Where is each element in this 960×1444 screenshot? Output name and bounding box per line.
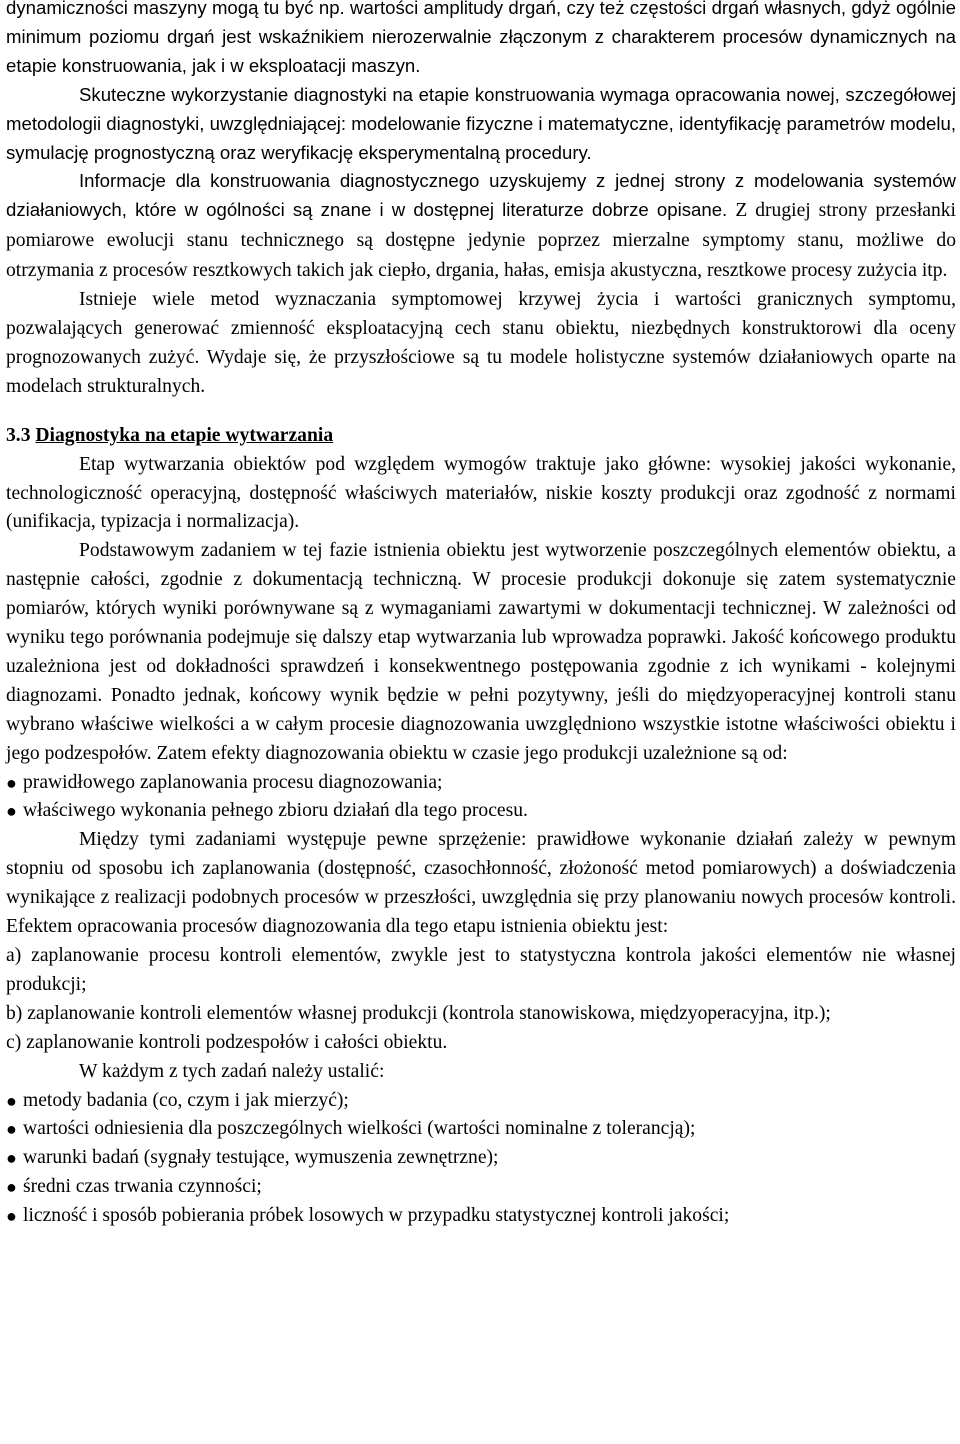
list-item: c) zaplanowanie kontroli podzespołów i całości obiektu.	[6, 1031, 448, 1053]
bullet-icon: ●	[6, 1090, 17, 1111]
bullet-list-requirements	[6, 1087, 956, 1232]
paragraph-each-task: W każdym z tych zadań należy ustalić:	[79, 1060, 385, 1082]
list-item: ● warunki badań (sygnały testujące, wymuszenia zewnętrzne);	[6, 1144, 956, 1173]
section-title: Diagnostyka na etapie wytwarzania	[35, 424, 334, 446]
paragraph-diagnostics-design: Skuteczne wykorzystanie diagnostyki na etapie konstruowania wymaga opracowania nowej, szczegółowej metodologii diagnostyki, uwzględniającej: modelowanie fizyczne i matematyczne, identyfikację parametrów modelu, symulację prognostyczną oraz weryfikację eksperymentalną procedury.	[6, 83, 956, 163]
section-heading	[6, 422, 956, 451]
list-item: ● średni czas trwania czynności;	[6, 1173, 956, 1202]
list-item: ● właściwego wykonania pełnego zbioru działań dla tego procesu.	[6, 797, 956, 826]
bullet-icon: ●	[6, 801, 17, 822]
paragraph-methods: Istnieje wiele metod wyznaczania symptomowej krzywej życia i wartości granicznych symptomu, pozwalających generować zmienność eksploatacyjną cech stanu obiektu, niezbędnych konstruktorowi dla oceny prognozowanych zużyć. Wydaje się, że przyszłościowe są tu modele holistyczne systemów działaniowych oparte na modelach strukturalnych.	[6, 289, 956, 397]
bullet-icon: ●	[6, 772, 17, 793]
list-item: b) zaplanowanie kontroli elementów własnej produkcji (kontrola stanowiskowa, międzyoperacyjna, itp.);	[6, 1002, 831, 1024]
list-item: ● liczność i sposób pobierania próbek losowych w przypadku statystycznej kontroli jakości;	[6, 1202, 956, 1231]
paragraph-information-serif: Z drugiej strony przesłanki pomiarowe ewolucji stanu technicznego są dostępne jedynie poprzez mierzalne symptomy stanu, możliwe do otrzymania z procesów resztkowych takich jak ciepło, drgania, hałas, emisja akustyczna, resztkowe procesy zużycia itp.	[6, 200, 957, 282]
list-item: ● wartości odniesienia dla poszczególnych wielkości (wartości nominalne z tolerancją);	[6, 1115, 956, 1144]
bullet-icon: ●	[6, 1177, 17, 1198]
paragraph-production-stage: Etap wytwarzania obiektów pod względem wymogów traktuje jako główne: wysokiej jakości wykonanie, technologiczność operacyjną, dostępność właściwych materiałów, niskie koszty produkcji oraz zgodność z normami (unifikacja, typizacja i normalizacja).	[6, 453, 956, 533]
bullet-list-efficacy	[6, 769, 956, 827]
paragraph-dynamics: dynamiczności maszyny mogą tu być np. wartości amplitudy drgań, czy też częstości drgań własnych, gdyż ogólnie minimum poziomu drgań jest wskaźnikiem nierozerwalnie złączonym z charakterem procesów dynamicznych na etapie konstruowania, jak i w eksploatacji maszyn.	[6, 0, 956, 76]
bullet-icon: ●	[6, 1206, 17, 1227]
paragraph-basic-task: Podstawowym zadaniem w tej fazie istnienia obiektu jest wytworzenie poszczególnych elementów obiektu, a następnie całości, zgodnie z dokumentacją techniczną. W procesie produkcji dokonuje się zatem systematycznie pomiarów, których wyniki porównywane są z wymaganiami zawartymi w dokumentacji technicznej. W zależności od wyniku tego porównania podejmuje się dalszy etap wytwarzania lub wprowadza poprawki. Jakość końcowego produktu uzależniona jest od dokładności sprawdzeń i konsekwentnego postępowania zgodnie z ich wynikami - kolejnymi diagnozami. Ponadto jednak, końcowy wynik będzie w pełni pozytywny, jeśli do międzyoperacyjnej kontroli stanu wybrano właściwe wielkości a w całym procesie diagnozowania uwzględniono wszystkie istotne właściwości obiektu i jego podzespołów. Zatem efekty diagnozowania obiektu w czasie jego produkcji uzależnione są od:	[6, 540, 956, 764]
lettered-list	[6, 942, 956, 1058]
list-item: ● metody badania (co, czym i jak mierzyć);	[6, 1087, 956, 1116]
list-item: ● prawidłowego zaplanowania procesu diagnozowania;	[6, 769, 956, 798]
paragraph-information	[6, 167, 956, 286]
list-item: a) zaplanowanie procesu kontroli elementów, zwykle jest to statystyczna kontrola jakości elementów nie własnej produkcji;	[6, 945, 956, 995]
bullet-icon: ●	[6, 1119, 17, 1140]
document-page	[6, 0, 956, 1231]
section-number: 3.3	[6, 424, 31, 446]
paragraph-coupling: Między tymi zadaniami występuje pewne sprzężenie: prawidłowe wykonanie działań zależy w pewnym stopniu od sposobu ich zaplanowania (dostępność, czasochłonność, złożoność metod pomiarowych) a doświadczenia wynikające z realizacji podobnych procesów w przeszłości, uwzględnia się przy planowaniu nowych procesów kontroli. Efektem opracowania procesów diagnozowania dla tego etapu istnienia obiektu jest:	[6, 829, 956, 938]
sans-text-block	[6, 0, 956, 286]
bullet-icon: ●	[6, 1148, 17, 1169]
paragraph-information-sans: Informacje dla konstruowania diagnostycznego uzyskujemy z jednej strony z modelowania systemów działaniowych, które w ogólności są znane i w dostępnej literaturze dobrze opisane.	[6, 170, 956, 221]
